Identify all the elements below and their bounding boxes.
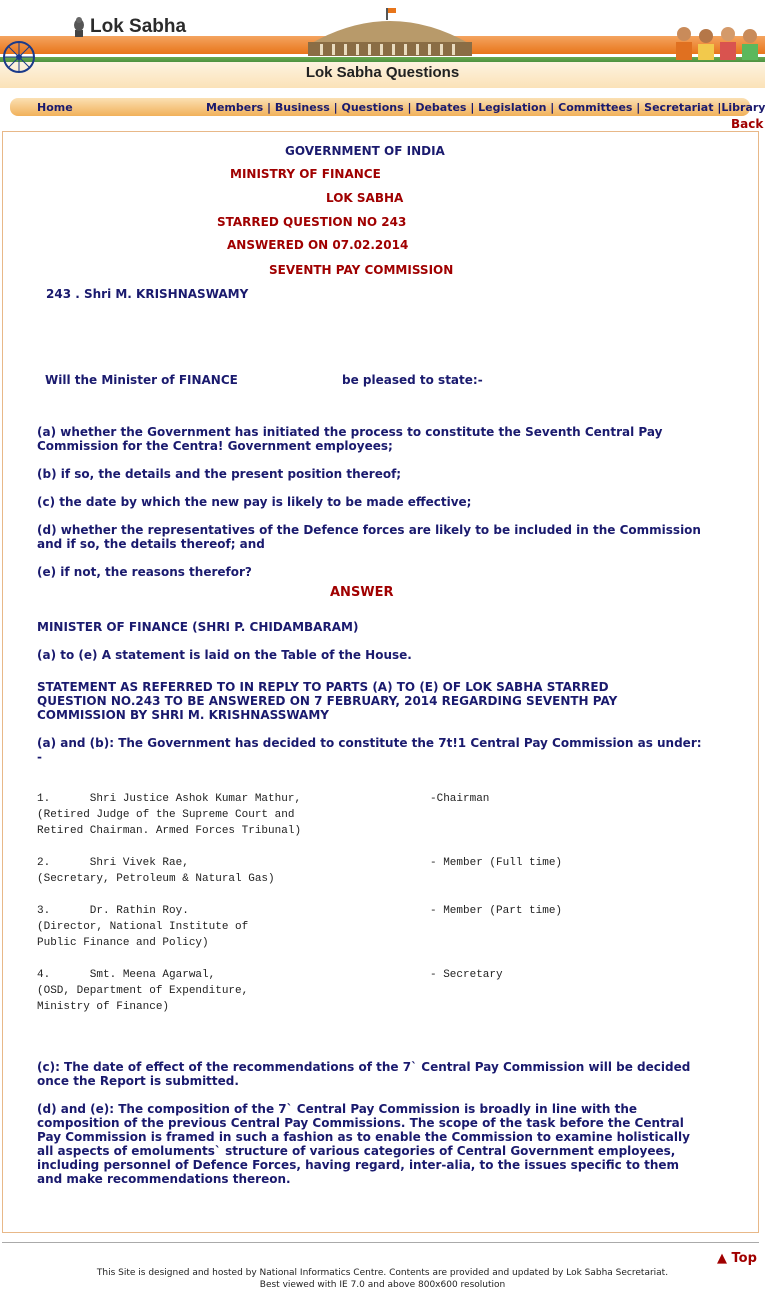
nav-secretariat-link[interactable]: Secretariat xyxy=(644,101,714,114)
pleased-to-state-text: be pleased to state:- xyxy=(342,373,483,387)
footer-browser-note: Best viewed with IE 7.0 and above 800x600 resolution xyxy=(259,1280,506,1290)
ministry-heading: MINISTRY OF FINANCE xyxy=(230,167,381,181)
will-minister-text: Will the Minister of FINANCE xyxy=(45,373,238,387)
answered-date: ANSWERED ON 07.02.2014 xyxy=(227,238,409,252)
nav-debates-link[interactable]: Debates xyxy=(415,101,467,114)
top-link[interactable] xyxy=(717,1251,757,1266)
nav-members-link[interactable]: Members xyxy=(206,101,264,114)
answer-part-ab-dash: - xyxy=(37,750,42,764)
minister-name: MINISTER OF FINANCE (SHRI P. CHIDAMBARAM) xyxy=(37,620,359,634)
answer-heading: ANSWER xyxy=(330,585,394,600)
question-number: STARRED QUESTION NO 243 xyxy=(217,215,407,229)
nav-committees-link[interactable]: Committees xyxy=(558,101,633,114)
question-part-d: (d) whether the representatives of the Defence forces are likely to be included in the Commission and if so, the details thereof; and xyxy=(37,523,701,551)
house-heading: LOK SABHA xyxy=(326,191,404,205)
answer-part-c: (c): The date of effect of the recommendations of the 7` Central Pay Commission will be decided once the Report is submitted. xyxy=(37,1060,691,1088)
question-part-e: (e) if not, the reasons therefor? xyxy=(37,565,252,579)
member-2-role: - Member (Full time) xyxy=(430,857,563,869)
main-nav-bar xyxy=(10,98,765,116)
question-part-b: (b) if so, the details and the present position thereof; xyxy=(37,467,402,481)
member-1-role: -Chairman xyxy=(430,793,490,805)
nav-library-link[interactable]: Library xyxy=(721,101,765,114)
gov-heading: GOVERNMENT OF INDIA xyxy=(285,144,445,158)
footer-divider xyxy=(2,1242,759,1243)
nav-home-link[interactable]: Home xyxy=(37,101,73,114)
member-3-role: - Member (Part time) xyxy=(430,905,563,917)
answer-part-de: (d) and (e): The composition of the 7` Central Pay Commission is broadly in line with the composition of the previous Central Pay Commissions. The scope of the task before the Central Pay Commission is framed in such a fashion as to enable the Commission to examine holistically all aspects of emoluments` structure of various categories of Central Government employees, including personnel of Defence Forces, having regard, inter-alia, to the issues specific to them and make recommendations thereon. xyxy=(37,1102,690,1186)
nav-legislation-link[interactable]: Legislation xyxy=(478,101,547,114)
member-4-role: - Secretary xyxy=(430,969,503,981)
arrow-up-icon: ▲ xyxy=(717,1251,727,1266)
member-4-details: 4. Smt. Meena Agarwal, (OSD, Department of Expenditure, Ministry of Finance) xyxy=(37,969,249,1013)
member-1-details: 1. Shri Justice Ashok Kumar Mathur, (Retired Judge of the Supreme Court and Retired Chairman. Armed Forces Tribunal) xyxy=(37,793,302,837)
national-emblem-icon xyxy=(72,16,86,38)
logo-text: Lok Sabha xyxy=(90,16,187,37)
nav-business-link[interactable]: Business xyxy=(274,101,330,114)
subject-heading: SEVENTH PAY COMMISSION xyxy=(269,263,454,277)
asker-name: 243 . Shri M. KRISHNASWAMY xyxy=(46,287,249,301)
nav-links: Members | Business | Questions | Debates | Legislation | Committees | Secretariat |Library xyxy=(206,101,765,114)
statement-heading: STATEMENT AS REFERRED TO IN REPLY TO PARTS (A) TO (E) OF LOK SABHA STARRED QUESTION NO.243 TO BE ANSWERED ON 7 FEBRUARY, 2014 REGARDING SEVENTH PAY COMMISSION BY SHRI M. KRISHNASSWAMY xyxy=(37,680,618,722)
member-2-details: 2. Shri Vivek Rae, (Secretary, Petroleum & Natural Gas) xyxy=(37,857,275,885)
answer-part-ab: (a) and (b): The Government has decided to constitute the 7t!1 Central Pay Commission as under: xyxy=(37,736,702,750)
site-title: Lok Sabha Questions xyxy=(305,64,460,81)
nav-questions-link[interactable]: Questions xyxy=(341,101,404,114)
question-part-a: (a) whether the Government has initiated the process to constitute the Seventh Central Pay Commission for the Centra! Government employees; xyxy=(37,425,663,453)
people-photo-icon xyxy=(668,22,765,60)
statement-laid-text: (a) to (e) A statement is laid on the Table of the House. xyxy=(37,648,412,662)
footer-credits: This Site is designed and hosted by National Informatics Centre. Contents are provided and updated by Lok Sabha Secretariat. xyxy=(96,1268,669,1278)
parliament-building-icon xyxy=(300,4,480,56)
member-3-details: 3. Dr. Rathin Roy. (Director, National Institute of Public Finance and Policy) xyxy=(37,905,249,949)
top-link-label: Top xyxy=(731,1251,757,1266)
question-part-c: (c) the date by which the new pay is likely to be made effective; xyxy=(37,495,472,509)
site-logo[interactable] xyxy=(72,16,186,38)
site-header xyxy=(0,0,765,88)
back-link[interactable]: Back xyxy=(731,117,764,131)
